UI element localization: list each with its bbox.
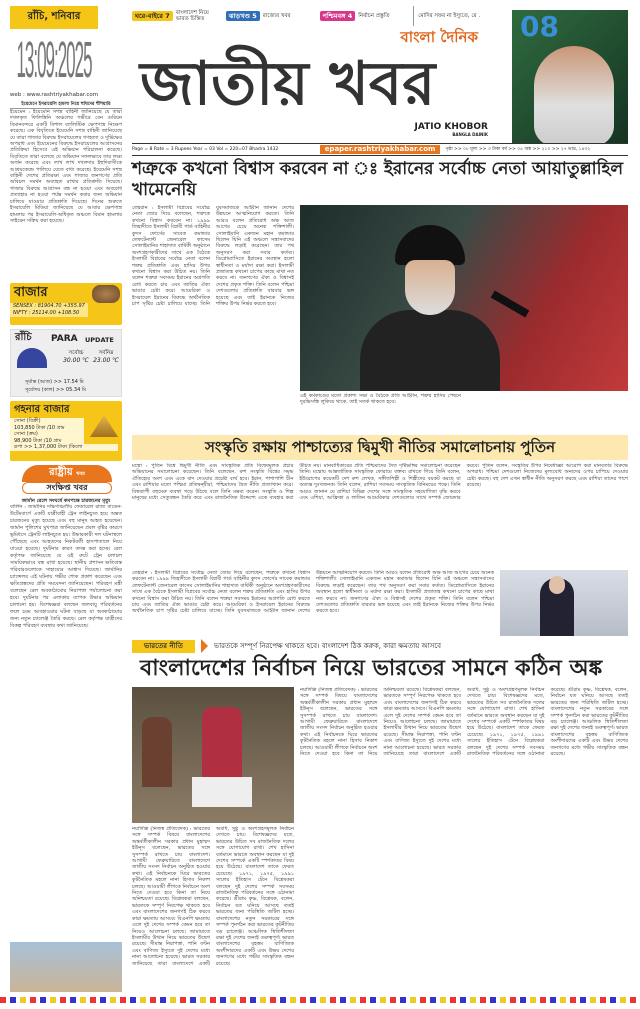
story2-text-cont: তেহরান : ইসলামী বিপ্লবের সর্বোচ্চ নেতা জোর দিয়ে বলেছেন, শত্রুকে কখনো বিশ্বাস করবেন না। ১৯৯৯ জিহাদীতে ইসলামী বিপ্লবী গার্ড বাহিনীর কুদস ফোর্সের সাবেক কমান্ডার লেফটেন্যান্ট জেনারেল কাসেম সোলাইমানির শাহাদাত বার্ষিকী অনুষ্ঠানে অংশগ্রহণকারীদের সাথে এক বৈঠকে ইসলামী বিপ্লবের সর্বোচ্চ নেতা বলেন শত্রুর প্রতিশ্রুতি এবং হাসির উপর কখনো বিশ্বাস করা উচিত নয়। তিনি বলেন শত্রুরা সবসময় ইরানের অগ্রগতি রোধ করতে চায় এবং জাতির ঐক্য ভাঙার চেষ্টা করে। আমেরিকা ও ইসরায়েল ইরানের বিরুদ্ধে অর্থনৈতিক চাপ সৃষ্টির চেষ্টা চালিয়ে যাচ্ছে। তিনি যুবসমাজকে আহ্বান জানান দেশের উন্নয়নে আত্মনিয়োগ করতে। তিনি আরও বলেন প্রতিরোধ অক্ষ আজ আগের চেয়ে অনেক শক্তিশালী। সোলাইমানি একজন মহান কমান্ডার ছিলেন যিনি এই অঞ্চলে সন্ত্রাসবাদের বিরুদ্ধে লড়াই করেছেন। তার পথ অনুসরণ করা সবার কর্তব্য। ডিপ্লোম্যাসিতে ইরানের অবস্থান হলো স্বাধীনতা ও মর্যাদা রক্ষা করা। ইসলামী প্রজাতন্ত্র কখনো চাপের কাছে মাথা নত করবে না। জনগণের ঐক্য ও বিশ্বাসই দেশের প্রকৃত শক্তি। তিনি বলেন পশ্চিমা দেশগুলোর প্রতিশ্রুতি বারবার ভঙ্গ হয়েছে এবং তাই ইরানকে নিজের শক্তির উপর নির্ভর করতে হবে। (132, 570, 494, 615)
sensex-value: SENSEX : 81904.70 +355.97 (10, 303, 88, 310)
bull-icon (92, 285, 120, 303)
min-temp: 23.00 ℃ (93, 357, 119, 364)
headline-2[interactable]: সংস্কৃতি রক্ষায় পাশ্চাত্যের দ্বিমুখী নীতির সমালোচনায় পুতিন (204, 438, 556, 456)
page-badge: 08 (520, 10, 559, 43)
teaser-text: নির্বাচন প্রস্তুতি (358, 12, 390, 19)
gold-sell-value: 103,850 টাকা /10 গ্রাম (10, 425, 84, 432)
min-label: সর্বনিম্ন (98, 350, 114, 356)
sunrise: সূর্যোদয় (কাল) >> 05.34 মি (25, 387, 87, 393)
teaser-text: মোদির সফর না ইস্যুতে, রে . (418, 12, 481, 19)
story2-lower (132, 570, 628, 636)
logo-en-sub: BANGLA DAINIK (452, 132, 488, 137)
photo-robe (360, 310, 500, 391)
day-label: রাঁচি, শনিবার (10, 6, 98, 29)
sun-times (25, 378, 86, 394)
story3 (132, 687, 628, 995)
kicker-bar (132, 639, 628, 653)
gold-buy-label: সোনা (ক্রয়) (10, 431, 84, 438)
story1 (132, 205, 628, 431)
election-photo (132, 687, 294, 823)
story3-text-left: নয়াদিল্লি (নিজস্ব প্রতিবেদক) : ভারতের সঙ্গে সম্পর্ক বিষয়ে বাংলাদেশের অন্তর্বর্তীকালীন সরকার প্রধান মুহাম্মদ ইউনূস বলেছেন, ভারতের সঙ্গে সুসম্পর্ক রাখতে চায় বাংলাদেশ। আগামী ফেব্রুয়ারিতে বাংলাদেশে জাতীয় সংসদ নির্বাচন অনুষ্ঠিত হওয়ার কথা। এই নির্বাচনকে ঘিরে ভারতের কূটনৈতিক মহলে নানা হিসাব নিকাশ চলছে। আওয়ামী লীগকে নির্বাচনে অংশ নিতে দেওয়া হবে কিনা তা নিয়ে অনিশ্চয়তা রয়েছে। বিশ্লেষকরা বলছেন, ভারতকে সম্পূর্ণ নিরপেক্ষ থাকতে হবে এবং বাংলাদেশের জনগণই ঠিক করবে কারা ক্ষমতায় আসবে। বিএনপি ক্ষমতায় এলে দুই দেশের সম্পর্ক কেমন হবে তা নিয়েও আলোচনা চলছে। জামায়াতে ইসলামীর উত্থান নিয়ে ভারতের উদ্বেগ রয়েছে। সীমান্ত নিরাপত্তা, পানি বণ্টন এবং বাণিজ্য ইস্যুতে দুই দেশের মধ্যে নানা আলোচনা হয়েছে। ভারত সরকার জানিয়েছে তারা বাংলাদেশে একটি অবাধ, সুষ্ঠু ও অংশগ্রহণমূলক নির্বাচন দেখতে চায়। বিশেষজ্ঞদের মতে, ভারতের উচিত সব রাজনৈতিক দলের সঙ্গে যোগাযোগ রাখা। শেখ হাসিনা বর্তমানে ভারতে অবস্থান করছেন যা দুই দেশের সম্পর্কে একটি স্পর্শকাতর বিষয় হয়ে উঠেছে। বাংলাদেশ তাকে ফেরত চেয়েছে। ১৯৭১, ১৯৭৫, ১৯৯১ সালের ইতিহাস টেনে বিশ্লেষকরা বলছেন দুই দেশের সম্পর্ক সবসময় রাজনৈতিক পরিবর্তনের সঙ্গে ওঠানামা করেছে। শ্রীরাম কৃষ্ণ, বিশ্লেষক, বলেন, নির্বাচন যত ঘনিয়ে আসছে ততই ভারতের জন্য পরিস্থিতি জটিল হচ্ছে। বাংলাদেশের নতুন সরকারের সঙ্গে সম্পর্ক পুনর্গঠন করা ভারতের কূটনীতির বড় চ্যালেঞ্জ। আঞ্চলিক স্থিতিশীলতা রক্ষা দুই দেশের জন্যই গুরুত্বপূর্ণ। ভারত বাংলাদেশের বৃহত্তম বাণিজ্যিক অংশীদারদের একটি এবং উভয় দেশের জনগণের মধ্যে গভীর সাংস্কৃতিক বন্ধন রয়েছে। (132, 826, 294, 967)
sunset: সূর্যাস্ত (আজ) >> 17.54 মি (25, 379, 84, 385)
logo-subtitle: বাংলা দৈনিক (400, 28, 478, 46)
strip-right: পৃষ্ঠা >> ০৮ মূল্য >> ৩ টাকা বর্ষ >> ০৫ অঙ্ক >> ২১০ >> ২৭ ভাদ্র, ১৪৩২ (445, 146, 591, 152)
website-link[interactable]: web : www.rashtriyakhabar.com (9, 92, 99, 98)
teaser-4[interactable] (413, 6, 508, 26)
epaper-link[interactable]: epaper.rashtriyakhabar.com (320, 145, 441, 154)
short-news-head: জার্মান রেলে সংঘর্ষে কমপক্ষে চারজনের মৃত্যু (21, 498, 111, 504)
photo-person (202, 707, 242, 787)
weather-city: রাঁচি (15, 332, 32, 343)
building-photo (10, 942, 122, 992)
weather-box (10, 329, 122, 397)
weather-para: PARA (51, 334, 78, 344)
gold-buy-value: 98,900 টাকা /10 গ্রাম (10, 438, 84, 445)
story2-text: মস্কো : পুতিন বিশ্বে দ্বিমুখী নীতি এবং সাংস্কৃতিক প্রতি বিদ্বেষমূলক প্রচার অভিযানের সমালোচনা করেছেন। তিনি বলেছেন, রুশ সংস্কৃতি বিশ্বের সমৃদ্ধ ঐতিহ্যের অংশ এবং একে বাদ দেওয়ার প্রচেষ্টা ব্যর্থ হবে। ইরান, পাশাপাশি চীন এবং রাশিয়ার মতো পশ্চিমা প্রতিদ্বন্দ্বীরা, পশ্চিমাদের দ্বৈত নীতি প্রত্যাখ্যান করে। বিশ্বব্যাপী বহুমেরু ব্যবস্থা গড়ে উঠছে বলে তিনি মন্তব্য করেন। সংস্কৃতি ও শিল্প মানুষের মধ্যে সেতুবন্ধন তৈরি করে এবং রাজনৈতিক উদ্দেশ্যে একে ব্যবহার করা উচিত নয়। মানবাধিকারের প্রতি পশ্চিমাদের দৈত দৃষ্টিভঙ্গির সমালোচনা করেছেন তিনি। মস্কোয় আন্তর্জাতিক সাংস্কৃতিক ফোরামে বক্তব্য রাখতে গিয়ে তিনি বলেন, ইউরোপের কয়েকটি দেশ রুশ লেখক, সঙ্গীতশিল্পী ও শিল্পীদের বয়কট করছে যা অত্যন্ত দুঃখজনক। তিনি বলেন, রাশিয়া সবসময় সাংস্কৃতিক বিনিময়ের পক্ষে। তিনি আরও জানান যে রাশিয়া বিভিন্ন দেশের সঙ্গে সাংস্কৃতিক সহযোগিতা বৃদ্ধি করবে এবং এশিয়া, আফ্রিকা ও লাতিন আমেরিকার দেশগুলোর সাথে সম্পর্ক জোরদার করবে। পুতিন বলেন, সংস্কৃতির উপর নিষেধাজ্ঞা আরোপ করা মানবতার বিরুদ্ধে অপরাধ। পশ্চিমা দেশগুলো নিজেদের মূল্যবোধ অন্যদের ওপর চাপিয়ে দেওয়ার চেষ্টা করছে। বহু দেশ এখন স্বাধীন নীতি অনুসরণ করছে এবং রাশিয়া তাদের পাশে রয়েছে। (132, 463, 628, 502)
story1-text: তেহরান : ইসলামী বিপ্লবের সর্বোচ্চ নেতা জোর দিয়ে বলেছেন, শত্রুকে কখনো বিশ্বাস করবেন না। ১৯৯৯ জিহাদীতে ইসলামী বিপ্লবী গার্ড বাহিনীর কুদস ফোর্সের সাবেক কমান্ডার লেফটেন্যান্ট জেনারেল কাসেম সোলাইমানির শাহাদাত বার্ষিকী অনুষ্ঠানে অংশগ্রহণকারীদের সাথে এক বৈঠকে ইসলামী বিপ্লবের সর্বোচ্চ নেতা বলেন শত্রুর প্রতিশ্রুতি এবং হাসির উপর কখনো বিশ্বাস করা উচিত নয়। তিনি বলেন শত্রুরা সবসময় ইরানের অগ্রগতি রোধ করতে চায় এবং জাতির ঐক্য ভাঙার চেষ্টা করে। আমেরিকা ও ইসরায়েল ইরানের বিরুদ্ধে অর্থনৈতিক চাপ সৃষ্টির চেষ্টা চালিয়ে যাচ্ছে। তিনি যুবসমাজকে আহ্বান জানান দেশের উন্নয়নে আত্মনিয়োগ করতে। তিনি আরও বলেন প্রতিরোধ অক্ষ আজ আগের চেয়ে অনেক শক্তিশালী। সোলাইমানি একজন মহান কমান্ডার ছিলেন যিনি এই অঞ্চলে সন্ত্রাসবাদের বিরুদ্ধে লড়াই করেছেন। তার পথ অনুসরণ করা সবার কর্তব্য। ডিপ্লোম্যাসিতে ইরানের অবস্থান হলো স্বাধীনতা ও মর্যাদা রক্ষা করা। ইসলামী প্রজাতন্ত্র কখনো চাপের কাছে মাথা নত করবে না। জনগণের ঐক্য ও বিশ্বাসই দেশের প্রকৃত শক্তি। তিনি বলেন পশ্চিমা দেশগুলোর প্রতিশ্রুতি বারবার ভঙ্গ হয়েছে এবং তাই ইরানকে নিজের শক্তির উপর নির্ভর করতে হবে। (132, 205, 294, 308)
left-intro-head: ইয়েমেনে ইসরায়েলি হামলা নিয়ে হুথিদের হুঁশিয়ারি (10, 102, 122, 109)
story2-banner (132, 435, 628, 460)
market-box (10, 283, 122, 325)
max-temp: 30.00 ℃ (63, 357, 89, 364)
photo-person (540, 578, 574, 636)
teaser-badge: পশ্চিমবঙ্গ 4 (320, 11, 356, 22)
info-strip (132, 143, 628, 156)
rashtriya-small: খবর (76, 471, 85, 477)
max-label: সর্বোচ্চ (68, 350, 84, 356)
kicker-text: ভারতকে সম্পূর্ণ নিরপেক্ষ থাকতে হবে। বাংলাদেশ ঠিক করুক, কারা ক্ষমতায় আসবে (213, 641, 441, 650)
color-registration-bar (0, 997, 640, 1003)
weather-update: UPDATE (85, 336, 114, 344)
story3-text: নয়াদিল্লি (নিজস্ব প্রতিবেদক) : ভারতের সঙ্গে সম্পর্ক বিষয়ে বাংলাদেশের অন্তর্বর্তীকালীন সরকার প্রধান মুহাম্মদ ইউনূস বলেছেন, ভারতের সঙ্গে সুসম্পর্ক রাখতে চায় বাংলাদেশ। আগামী ফেব্রুয়ারিতে বাংলাদেশে জাতীয় সংসদ নির্বাচন অনুষ্ঠিত হওয়ার কথা। এই নির্বাচনকে ঘিরে ভারতের কূটনৈতিক মহলে নানা হিসাব নিকাশ চলছে। আওয়ামী লীগকে নির্বাচনে অংশ নিতে দেওয়া হবে কিনা তা নিয়ে অনিশ্চয়তা রয়েছে। বিশ্লেষকরা বলছেন, ভারতকে সম্পূর্ণ নিরপেক্ষ থাকতে হবে এবং বাংলাদেশের জনগণই ঠিক করবে কারা ক্ষমতায় আসবে। বিএনপি ক্ষমতায় এলে দুই দেশের সম্পর্ক কেমন হবে তা নিয়েও আলোচনা চলছে। জামায়াতে ইসলামীর উত্থান নিয়ে ভারতের উদ্বেগ রয়েছে। সীমান্ত নিরাপত্তা, পানি বণ্টন এবং বাণিজ্য ইস্যুতে দুই দেশের মধ্যে নানা আলোচনা হয়েছে। ভারত সরকার জানিয়েছে তারা বাংলাদেশে একটি অবাধ, সুষ্ঠু ও অংশগ্রহণমূলক নির্বাচন দেখতে চায়। বিশেষজ্ঞদের মতে, ভারতের উচিত সব রাজনৈতিক দলের সঙ্গে যোগাযোগ রাখা। শেখ হাসিনা বর্তমানে ভারতে অবস্থান করছেন যা দুই দেশের সম্পর্কে একটি স্পর্শকাতর বিষয় হয়ে উঠেছে। বাংলাদেশ তাকে ফেরত চেয়েছে। ১৯৭১, ১৯৭৫, ১৯৯১ সালের ইতিহাস টেনে বিশ্লেষকরা বলছেন দুই দেশের সম্পর্ক সবসময় রাজনৈতিক পরিবর্তনের সঙ্গে ওঠানামা করেছে। শ্রীরাম কৃষ্ণ, বিশ্লেষক, বলেন, নির্বাচন যত ঘনিয়ে আসছে ততই ভারতের জন্য পরিস্থিতি জটিল হচ্ছে। বাংলাদেশের নতুন সরকারের সঙ্গে সম্পর্ক পুনর্গঠন করা ভারতের কূটনীতির বড় চ্যালেঞ্জ। আঞ্চলিক স্থিতিশীলতা রক্ষা দুই দেশের জন্যই গুরুত্বপূর্ণ। ভারত বাংলাদেশের বৃহত্তম বাণিজ্যিক অংশীদারদের একটি এবং উভয় দেশের জনগণের মধ্যে গভীর সাংস্কৃতিক বন্ধন রয়েছে। (300, 687, 628, 758)
photo-face (405, 260, 455, 315)
date-box (10, 6, 98, 90)
teaser-text: বাংলাদেশ নিয়ে ভারত চিন্তিত (175, 9, 209, 22)
photo-person (142, 717, 172, 787)
gold-sell-label: সোনা (বিক্রী) (10, 418, 84, 425)
left-intro (10, 102, 122, 279)
newspaper-logo (132, 28, 508, 140)
teaser-3[interactable] (320, 6, 410, 26)
temperatures (61, 350, 121, 364)
logo-en-title: JATIO KHOBOR (414, 122, 488, 132)
ballot-box (192, 777, 252, 807)
teaser-badge: ঝাড়খণ্ড 5 (226, 11, 260, 22)
teaser-1[interactable] (132, 6, 222, 26)
logo-english (415, 122, 489, 137)
silver-value: রূপা >> 1,37,000 টাকা /কিলো (10, 444, 118, 451)
market-title: বাজার (14, 285, 48, 300)
left-intro-text: ইয়েমেন : ইয়েমেনি সশস্ত্র বাহিনী জানিয়েছে যে তারা দখলকৃত ফিলিস্তিনি অঞ্চলের গভীরে বেন গুরিয়ন বিমানবন্দরে একটি বিশাল ব্যালিস্টিক ক্ষেপণাস্ত্র নিক্ষেপ করেছে। এক বিবৃতিতে ইয়েমেনি সশস্ত্র বাহিনী জানিয়েছে যে তারা গাজার বিরুদ্ধে ইসরায়েলের গণহত্যা ও দুর্ভিক্ষের অপরাধ এবং ইয়েমেনের বিরুদ্ধে ইসরায়েলের আগ্রাসনের প্রতিক্রিয়া হিসেবে এই অভিযান পরিচালনা করেছে। বিবৃতিতে তারা বলেছে যে অভিযান সফলভাবে তার লক্ষ্য অর্জন করেছে এবং লাখ লাখ দখলদার ইহুদিবাসীকে আশ্রয়কেন্দ্রে পালিয়ে যেতে বাধ্য করেছে। ইয়েমেনি সশস্ত্র বাহিনী দেশের প্রতিরক্ষা এবং গাজার জনগণের প্রতি অবিচল সমর্থন অব্যাহত রাখার প্রতিশ্রুতি দিয়েছে। গাজার বিরুদ্ধে আগ্রাসন বন্ধ না হওয়া এবং অবরোধ প্রত্যাহার না হওয়া পর্যন্ত সমর্থন করার জন্য অভিযান চালিয়ে যাওয়ার প্রতিশ্রুতি দিয়েছে। দিনের শুরুতে ইসরায়েলি মিডিয়া জানিয়েছে যে আবার ক্ষেপণাস্ত্র হামলার পর ইসরায়েলি-অধিকৃত অঞ্চলে বিমান হামলার সাইরেন সক্রিয় করা হয়েছে। (10, 109, 122, 224)
teaser-text: রাজ্যের খবর (262, 12, 291, 19)
left-column (10, 102, 122, 992)
nifty-value: NIFTY : 25114.00 +108.50 (10, 310, 88, 317)
photo-turban (395, 225, 465, 265)
main-column (132, 143, 628, 995)
modi-photo (512, 10, 628, 143)
kicker-label: ভারতের নীতি (132, 640, 195, 653)
rashtriya-badge (22, 465, 112, 494)
portrait-face (534, 46, 614, 143)
headline-3[interactable]: বাংলাদেশের নির্বাচন নিয়ে ভারতের সামনে কঠিন অঙ্ক (140, 656, 603, 681)
story1-caption: এই কর্মকাণ্ডের মতো প্রকাশ্য সভা ও বৈঠকে প্রতি আহ্বান, শত্রুর হাসির পেছনে দুরভিসন্ধি লুকিয়ে থাকে, তাই সতর্ক থাকতে হবে। (300, 393, 461, 406)
umbrella-icon (17, 348, 47, 368)
microphone-icon (491, 291, 530, 318)
jewellery-market-box (10, 401, 122, 461)
gold-icon (90, 415, 118, 437)
date-label: 13:09:2025 (16, 32, 92, 89)
arrow-icon (201, 639, 208, 653)
khamenei-photo (300, 205, 628, 391)
teaser-bar (132, 6, 508, 26)
short-news-label: সংক্ষিপ্ত খবর (22, 482, 112, 494)
short-news (10, 498, 122, 938)
short-news-text: বার্লিন : জার্মানির দক্ষিণাঞ্চলীয় ফেডারেল রাজ্য বাডেন-উর্টেমবার্গে একটি যাত্রীবাহী ট্রেন লাইনচ্যুত হয়ে অন্তত চারজনের মৃত্যু হয়েছে এবং বহু মানুষ আহত হয়েছেন। জার্মান পুলিশের মুখপাত্র জানিয়েছেন প্রবল বৃষ্টির কারণে ভূমিধসে ট্রেনটি লাইনচ্যুত হয়। উদ্ধারকারী দল ঘটনাস্থলে পৌঁছেছে এবং আহতদের নিকটবর্তী হাসপাতালে নিয়ে যাওয়া হয়েছে। দুর্ঘটনার কারণ তদন্ত করা হচ্ছে। রেল কর্তৃপক্ষ জানিয়েছে যে ওই রুটে ট্রেন চলাচল সাময়িকভাবে বন্ধ রাখা হয়েছে। স্থানীয় প্রশাসন ক্ষতিগ্রস্ত পরিবারগুলোকে সাহায্যের আশ্বাস দিয়েছে। জার্মানির চ্যান্সেলর এই ঘটনায় গভীর শোক প্রকাশ করেছেন এবং ক্ষতিগ্রস্তদের প্রতি সমবেদনা জানিয়েছেন। পরিবহণ মন্ত্রী বলেছেন রেল অবকাঠামোর নিরাপত্তা পর্যালোচনা করা হবে। দুর্ঘটনার পর এলাকায় ব্যাপক উদ্ধার অভিযান চালানো হয়। বিশেষজ্ঞরা বলছেন জলবায়ু পরিবর্তনের ফলে চরম আবহাওয়ার ঘটনা বাড়ছে যা অবকাঠামোর জন্য নতুন চ্যালেঞ্জ তৈরি করছে। রেল কর্তৃপক্ষ যাত্রীদের বিকল্প পরিবহণ ব্যবস্থার কথা জানিয়েছে। (10, 504, 122, 629)
gold-title: গহনার বাজার (14, 404, 70, 415)
headline-1[interactable]: শত্রুকে কখনো বিশ্বাস করবেন না ঃ ইরানের সর্বোচ্চ নেতা আয়াতুল্লাহিল খামেনেয়ি (132, 159, 624, 200)
logo-title: জাতীয় খবর (140, 49, 436, 119)
teaser-badge: ঘরে-বাইরে 7 (132, 11, 173, 22)
putin-photo (500, 570, 628, 636)
strip-left: Page = 8 Rate = 3 Rupees Year = 03 Vol = 220=07 Bhadra 1432 (132, 146, 279, 152)
teaser-2[interactable] (226, 6, 316, 26)
rashtriya-label: রাষ্ট্রীয় (49, 467, 73, 478)
